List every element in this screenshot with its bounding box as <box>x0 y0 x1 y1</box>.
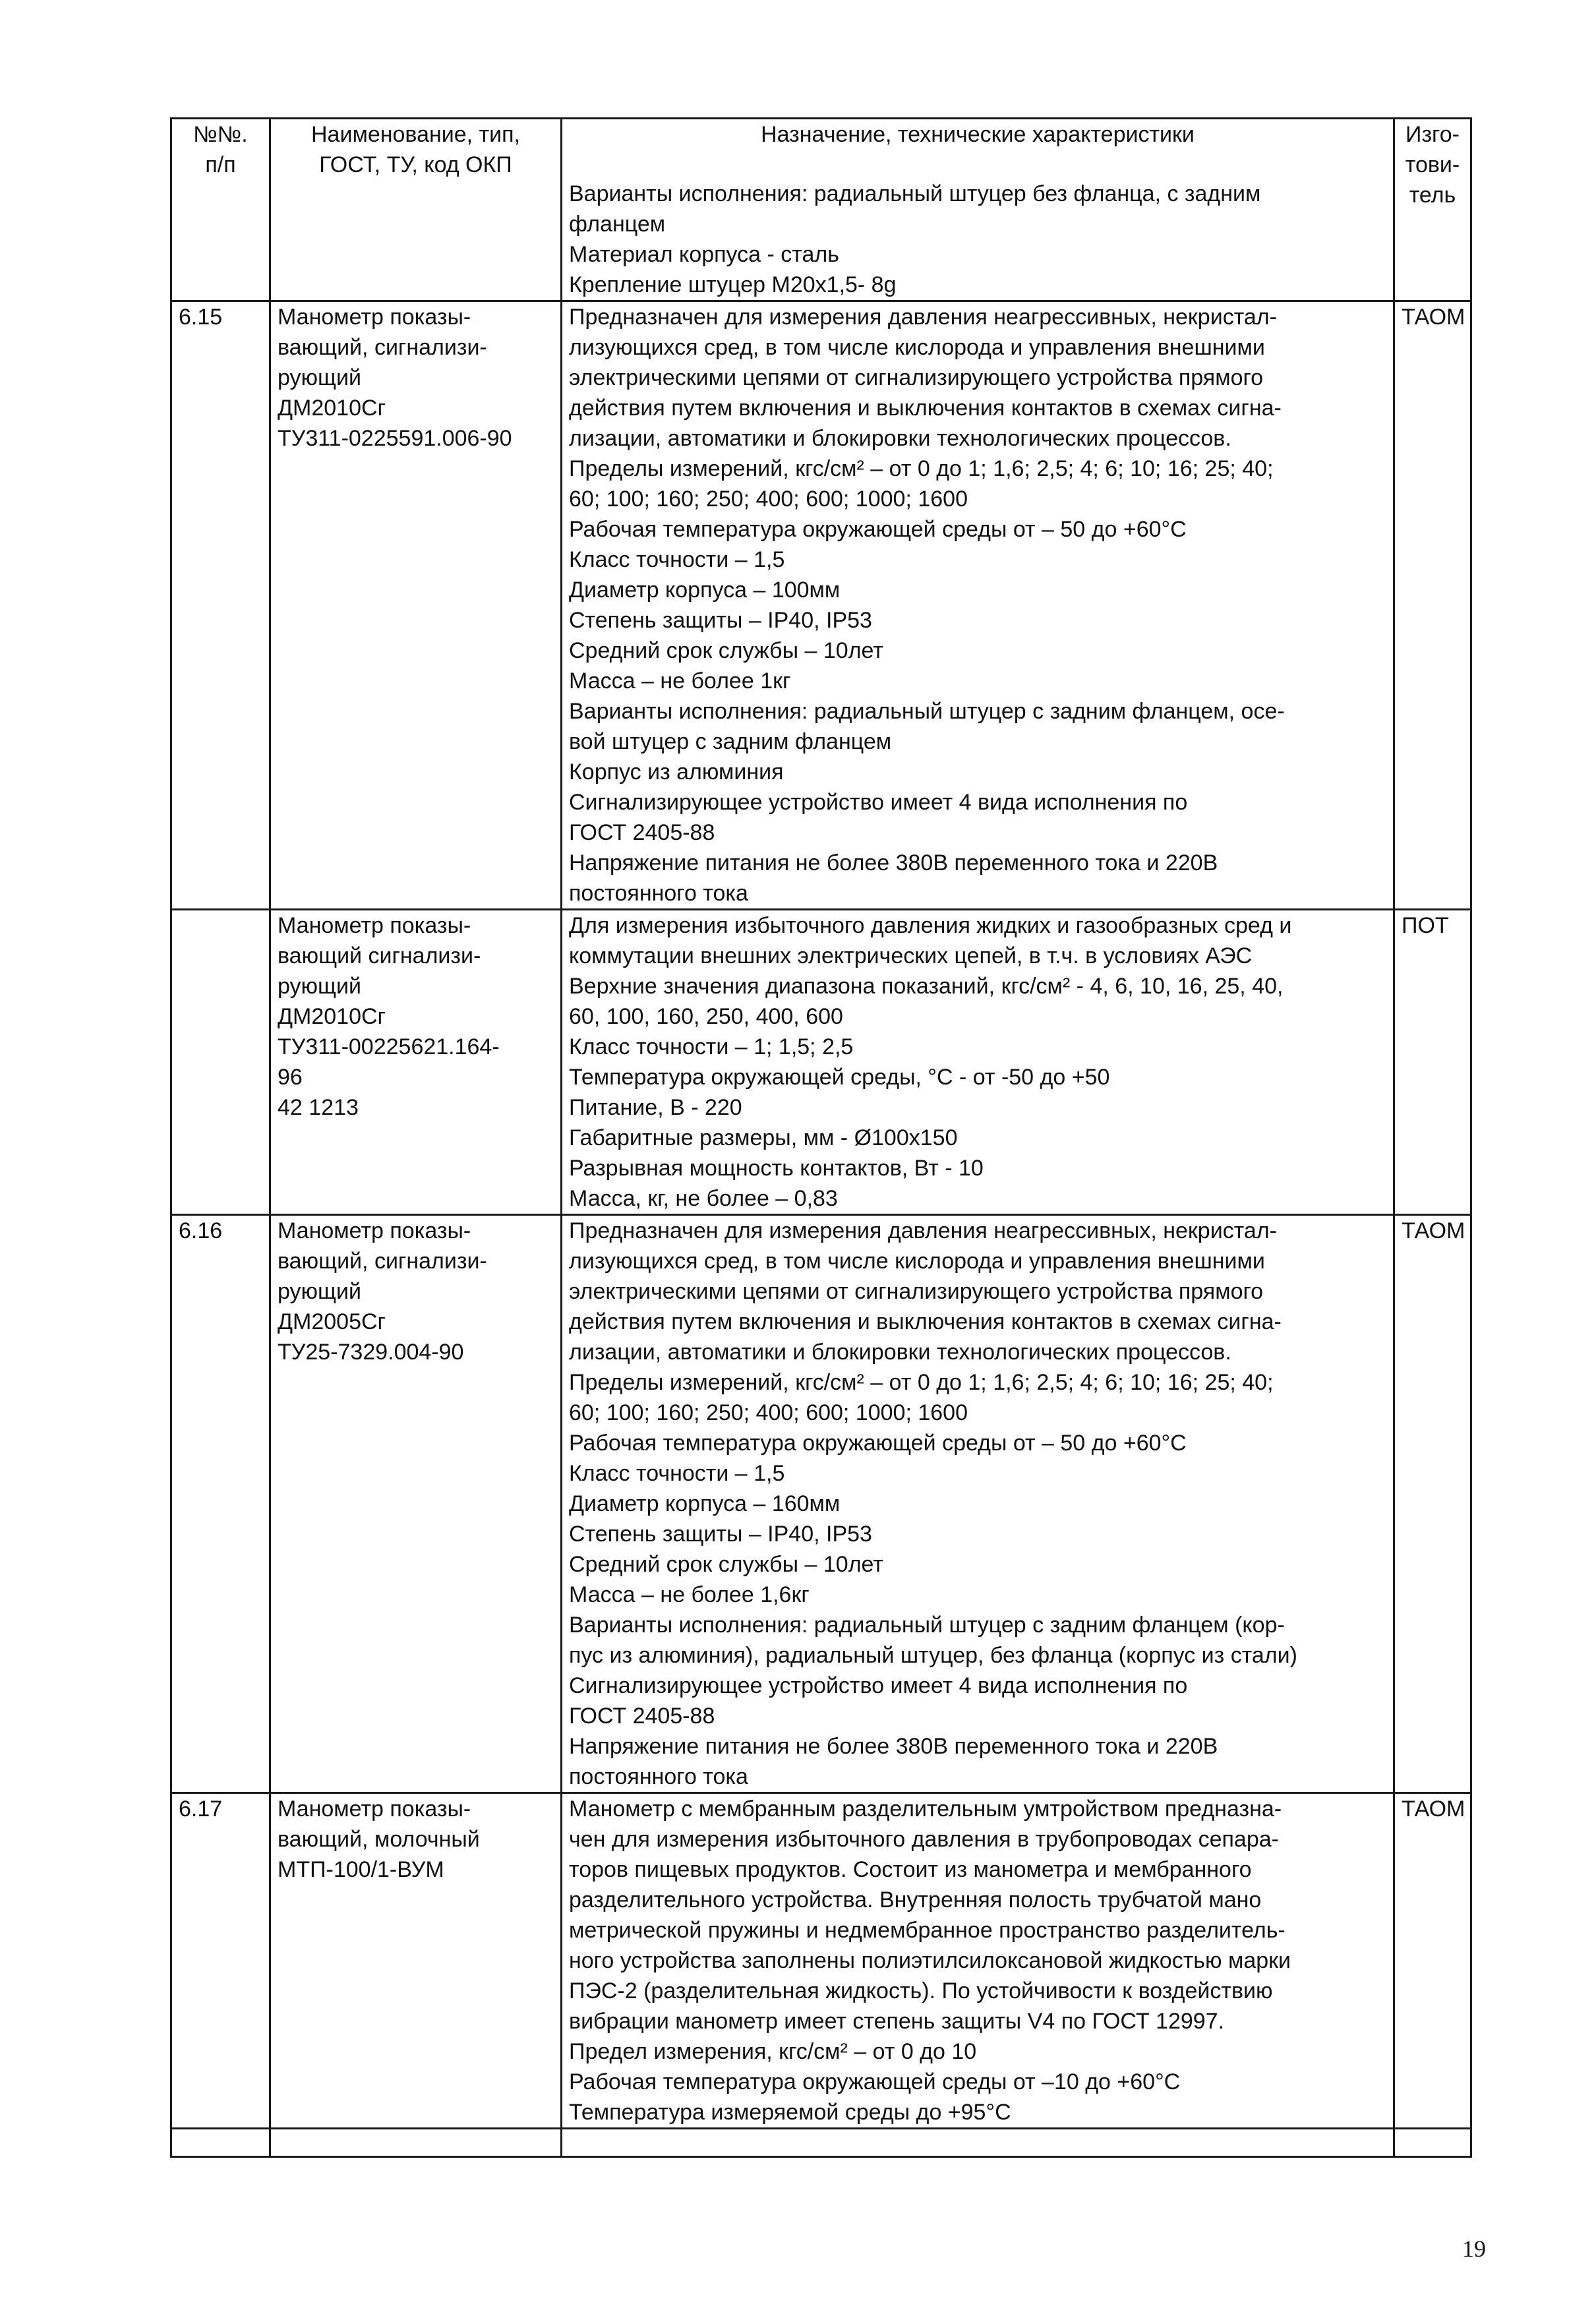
row-number-cell <box>171 1215 270 1793</box>
row-name-cell <box>270 301 562 910</box>
name-line: рующий <box>278 365 361 390</box>
description-line: Пределы измерений, кгс/см² – от 0 до 1; 1,6; 2,5; 4; 6; 10; 16; 25; 40; <box>569 1370 1274 1395</box>
description-line: действия путем включения и выключения контактов в схемах сигна- <box>569 1309 1282 1334</box>
description-line: Класс точности – 1,5 <box>569 547 785 572</box>
name-line: вающий, сигнализи- <box>278 1249 487 1274</box>
description-line: Температура измеряемой среды до +95°С <box>569 2100 1011 2125</box>
name-line: 96 <box>278 1065 303 1090</box>
name-line: ДМ2010Сг <box>278 396 386 421</box>
description-line: Напряжение питания не более 380В переменного тока и 220В <box>569 1734 1218 1759</box>
intro-line: Материал корпуса - сталь <box>569 242 839 267</box>
manufacturer: ТАОМ <box>1402 305 1465 330</box>
description-line: Диаметр корпуса – 160мм <box>569 1491 841 1516</box>
description-line: Корпус из алюминия <box>569 759 784 785</box>
row-manufacturer-cell <box>1394 1793 1471 2129</box>
name-line: Манометр показы- <box>278 1796 471 1822</box>
name-line: ТУ311-00225621.164- <box>278 1034 500 1059</box>
description-line: Класс точности – 1,5 <box>569 1461 785 1486</box>
specification-table <box>170 117 1472 2158</box>
description-line: Предназначен для измерения давления неагрессивных, некристал- <box>569 1218 1277 1243</box>
row-number: 6.17 <box>179 1796 223 1822</box>
description-line: Габаритные размеры, мм - Ø100х150 <box>569 1125 958 1150</box>
table-row-empty <box>171 2129 1471 2157</box>
table-row <box>171 910 1471 1215</box>
header-manufacturer-line-3: тель <box>1409 183 1456 208</box>
description-line: Степень защиты – IP40, IP53 <box>569 608 872 633</box>
name-line: 42 1213 <box>278 1095 359 1120</box>
manufacturer: ПОТ <box>1402 913 1449 938</box>
description-line: ПЭС-2 (разделительная жидкость). По устойчивости к воздействию <box>569 1978 1273 2003</box>
description-line: Манометр с мембранным разделительным умтройством предназна- <box>569 1796 1282 1822</box>
description-line: Класс точности – 1; 1,5; 2,5 <box>569 1034 854 1059</box>
description-line: постоянного тока <box>569 1764 748 1789</box>
header-name-line-2: ГОСТ, ТУ, код ОКП <box>319 152 512 177</box>
description-line: ГОСТ 2405-88 <box>569 820 715 845</box>
description-line: пус из алюминия), радиальный штуцер, без фланца (корпус из стали) <box>569 1643 1297 1668</box>
empty-cell <box>562 2129 1394 2157</box>
description-line: Масса – не более 1,6кг <box>569 1582 810 1607</box>
description-line: ного устройства заполнены полиэтилсилоксановой жидкостью марки <box>569 1948 1291 1973</box>
name-line: ТУ311-0225591.006-90 <box>278 426 512 451</box>
name-line: вающий сигнализи- <box>278 943 481 968</box>
intro-line: фланцем <box>569 212 666 237</box>
row-number-cell <box>171 1793 270 2129</box>
row-name-cell <box>270 1215 562 1793</box>
table-row <box>171 1215 1471 1793</box>
row-name-cell <box>270 1793 562 2129</box>
description-line: Предназначен для измерения давления неагрессивных, некристал- <box>569 305 1277 330</box>
description-line: Сигнализирующее устройство имеет 4 вида исполнения по <box>569 1673 1188 1698</box>
table-row <box>171 1793 1471 2129</box>
name-line: вающий, сигнализи- <box>278 335 487 360</box>
description-line: 60; 100; 160; 250; 400; 600; 1000; 1600 <box>569 487 968 512</box>
intro-line: Варианты исполнения: радиальный штуцер без фланца, с задним <box>569 181 1261 206</box>
name-line: МТП-100/1-ВУМ <box>278 1857 444 1882</box>
description-line: лизующихся сред, в том числе кислорода и управления внешними <box>569 1249 1265 1274</box>
description-line: лизации, автоматики и блокировки технологических процессов. <box>569 426 1231 451</box>
row-description-cell <box>562 1215 1394 1793</box>
description-line: Варианты исполнения: радиальный штуцер с задним фланцем (кор- <box>569 1613 1285 1638</box>
description-line: метрической пружины и недмембранное пространство разделитель- <box>569 1918 1286 1943</box>
header-number-line-1: №№. <box>193 122 248 147</box>
description-line: Рабочая температура окружающей среды от –10 до +60°С <box>569 2069 1181 2094</box>
description-line: ГОСТ 2405-88 <box>569 1704 715 1729</box>
description-line: электрическими цепями от сигнализирующего устройства прямого <box>569 365 1264 390</box>
description-line: Напряжение питания не более 380В переменного тока и 220В <box>569 850 1218 875</box>
header-manufacturer-cell <box>1394 119 1471 301</box>
description-line: лизующихся сред, в том числе кислорода и управления внешними <box>569 335 1265 360</box>
name-line: ДМ2010Сг <box>278 1004 386 1029</box>
description-line: действия путем включения и выключения контактов в схемах сигна- <box>569 396 1282 421</box>
row-description-cell <box>562 910 1394 1215</box>
description-line: Рабочая температура окружающей среды от – 50 до +60°С <box>569 517 1187 542</box>
row-manufacturer-cell <box>1394 910 1471 1215</box>
description-line: Средний срок службы – 10лет <box>569 1552 883 1577</box>
intro-line: Крепление штуцер М20х1,5- 8g <box>569 272 897 297</box>
name-line: рующий <box>278 1279 361 1304</box>
description-line: электрическими цепями от сигнализирующего устройства прямого <box>569 1279 1264 1304</box>
description-line: Масса, кг, не более – 0,83 <box>569 1186 838 1211</box>
table-row <box>171 301 1471 910</box>
header-description-cell <box>562 119 1394 301</box>
name-line: ТУ25-7329.004-90 <box>278 1340 464 1365</box>
description-line: лизации, автоматики и блокировки технологических процессов. <box>569 1340 1231 1365</box>
name-line: вающий, молочный <box>278 1827 480 1852</box>
description-line: Температура окружающей среды, °С - от -50 до +50 <box>569 1065 1110 1090</box>
empty-cell <box>1394 2129 1471 2157</box>
description-line: постоянного тока <box>569 881 748 906</box>
row-number: 6.15 <box>179 305 223 330</box>
empty-cell <box>270 2129 562 2157</box>
name-line: рующий <box>278 974 361 999</box>
page-number: 19 <box>1462 2236 1486 2262</box>
description-line: Питание, В - 220 <box>569 1095 742 1120</box>
name-line: Манометр показы- <box>278 305 471 330</box>
header-manufacturer-line-2: тови- <box>1405 152 1460 177</box>
description-line: коммутации внешних электрических цепей, в т.ч. в условиях АЭС <box>569 943 1253 968</box>
description-line: Диаметр корпуса – 100мм <box>569 578 841 603</box>
name-line: Манометр показы- <box>278 1218 471 1243</box>
description-line: вой штуцер с задним фланцем <box>569 729 892 754</box>
manufacturer: ТАОМ <box>1402 1796 1465 1822</box>
header-description-title: Назначение, технические характеристики <box>761 122 1195 147</box>
row-description-cell <box>562 301 1394 910</box>
row-name-cell <box>270 910 562 1215</box>
name-line: ДМ2005Сг <box>278 1309 386 1334</box>
header-manufacturer-line-1: Изго- <box>1405 122 1460 147</box>
row-description-cell <box>562 1793 1394 2129</box>
header-number-cell <box>171 119 270 301</box>
name-line: Манометр показы- <box>278 913 471 938</box>
description-line: Сигнализирующее устройство имеет 4 вида исполнения по <box>569 790 1188 815</box>
intro-lines <box>569 179 1386 300</box>
description-line: Степень защиты – IP40, IP53 <box>569 1522 872 1547</box>
spec-table-container <box>170 117 1470 2158</box>
manufacturer: ТАОМ <box>1402 1218 1465 1243</box>
description-line: Масса – не более 1кг <box>569 668 791 694</box>
description-line: Рабочая температура окружающей среды от – 50 до +60°С <box>569 1431 1187 1456</box>
header-number-line-2: п/п <box>205 152 236 177</box>
header-name-cell <box>270 119 562 301</box>
table-header-row <box>171 119 1471 301</box>
empty-cell <box>171 2129 270 2157</box>
description-line: 60; 100; 160; 250; 400; 600; 1000; 1600 <box>569 1400 968 1425</box>
description-line: торов пищевых продуктов. Состоит из манометра и мембранного <box>569 1857 1252 1882</box>
description-line: Предел измерения, кгс/см² – от 0 до 10 <box>569 2039 977 2064</box>
description-line: Варианты исполнения: радиальный штуцер с задним фланцем, осе- <box>569 699 1285 724</box>
description-line: Средний срок службы – 10лет <box>569 638 883 663</box>
row-manufacturer-cell <box>1394 1215 1471 1793</box>
description-line: Разрывная мощность контактов, Вт - 10 <box>569 1156 984 1181</box>
description-line: чен для измерения избыточного давления в трубопроводах сепара- <box>569 1827 1279 1852</box>
description-line: Для измерения избыточного давления жидких и газообразных сред и <box>569 913 1292 938</box>
header-name-line-1: Наименование, тип, <box>310 122 520 147</box>
description-line: вибрации манометр имеет степень защиты V4 по ГОСТ 12997. <box>569 2009 1225 2034</box>
description-line: 60, 100, 160, 250, 400, 600 <box>569 1004 843 1029</box>
row-number-cell <box>171 910 270 1215</box>
row-manufacturer-cell <box>1394 301 1471 910</box>
row-number: 6.16 <box>179 1218 223 1243</box>
description-line: Пределы измерений, кгс/см² – от 0 до 1; 1,6; 2,5; 4; 6; 10; 16; 25; 40; <box>569 456 1274 481</box>
description-line: Верхние значения диапазона показаний, кгс/см² - 4, 6, 10, 16, 25, 40, <box>569 974 1284 999</box>
row-number-cell <box>171 301 270 910</box>
description-line: разделительного устройства. Внутренняя полость трубчатой мано <box>569 1887 1262 1913</box>
